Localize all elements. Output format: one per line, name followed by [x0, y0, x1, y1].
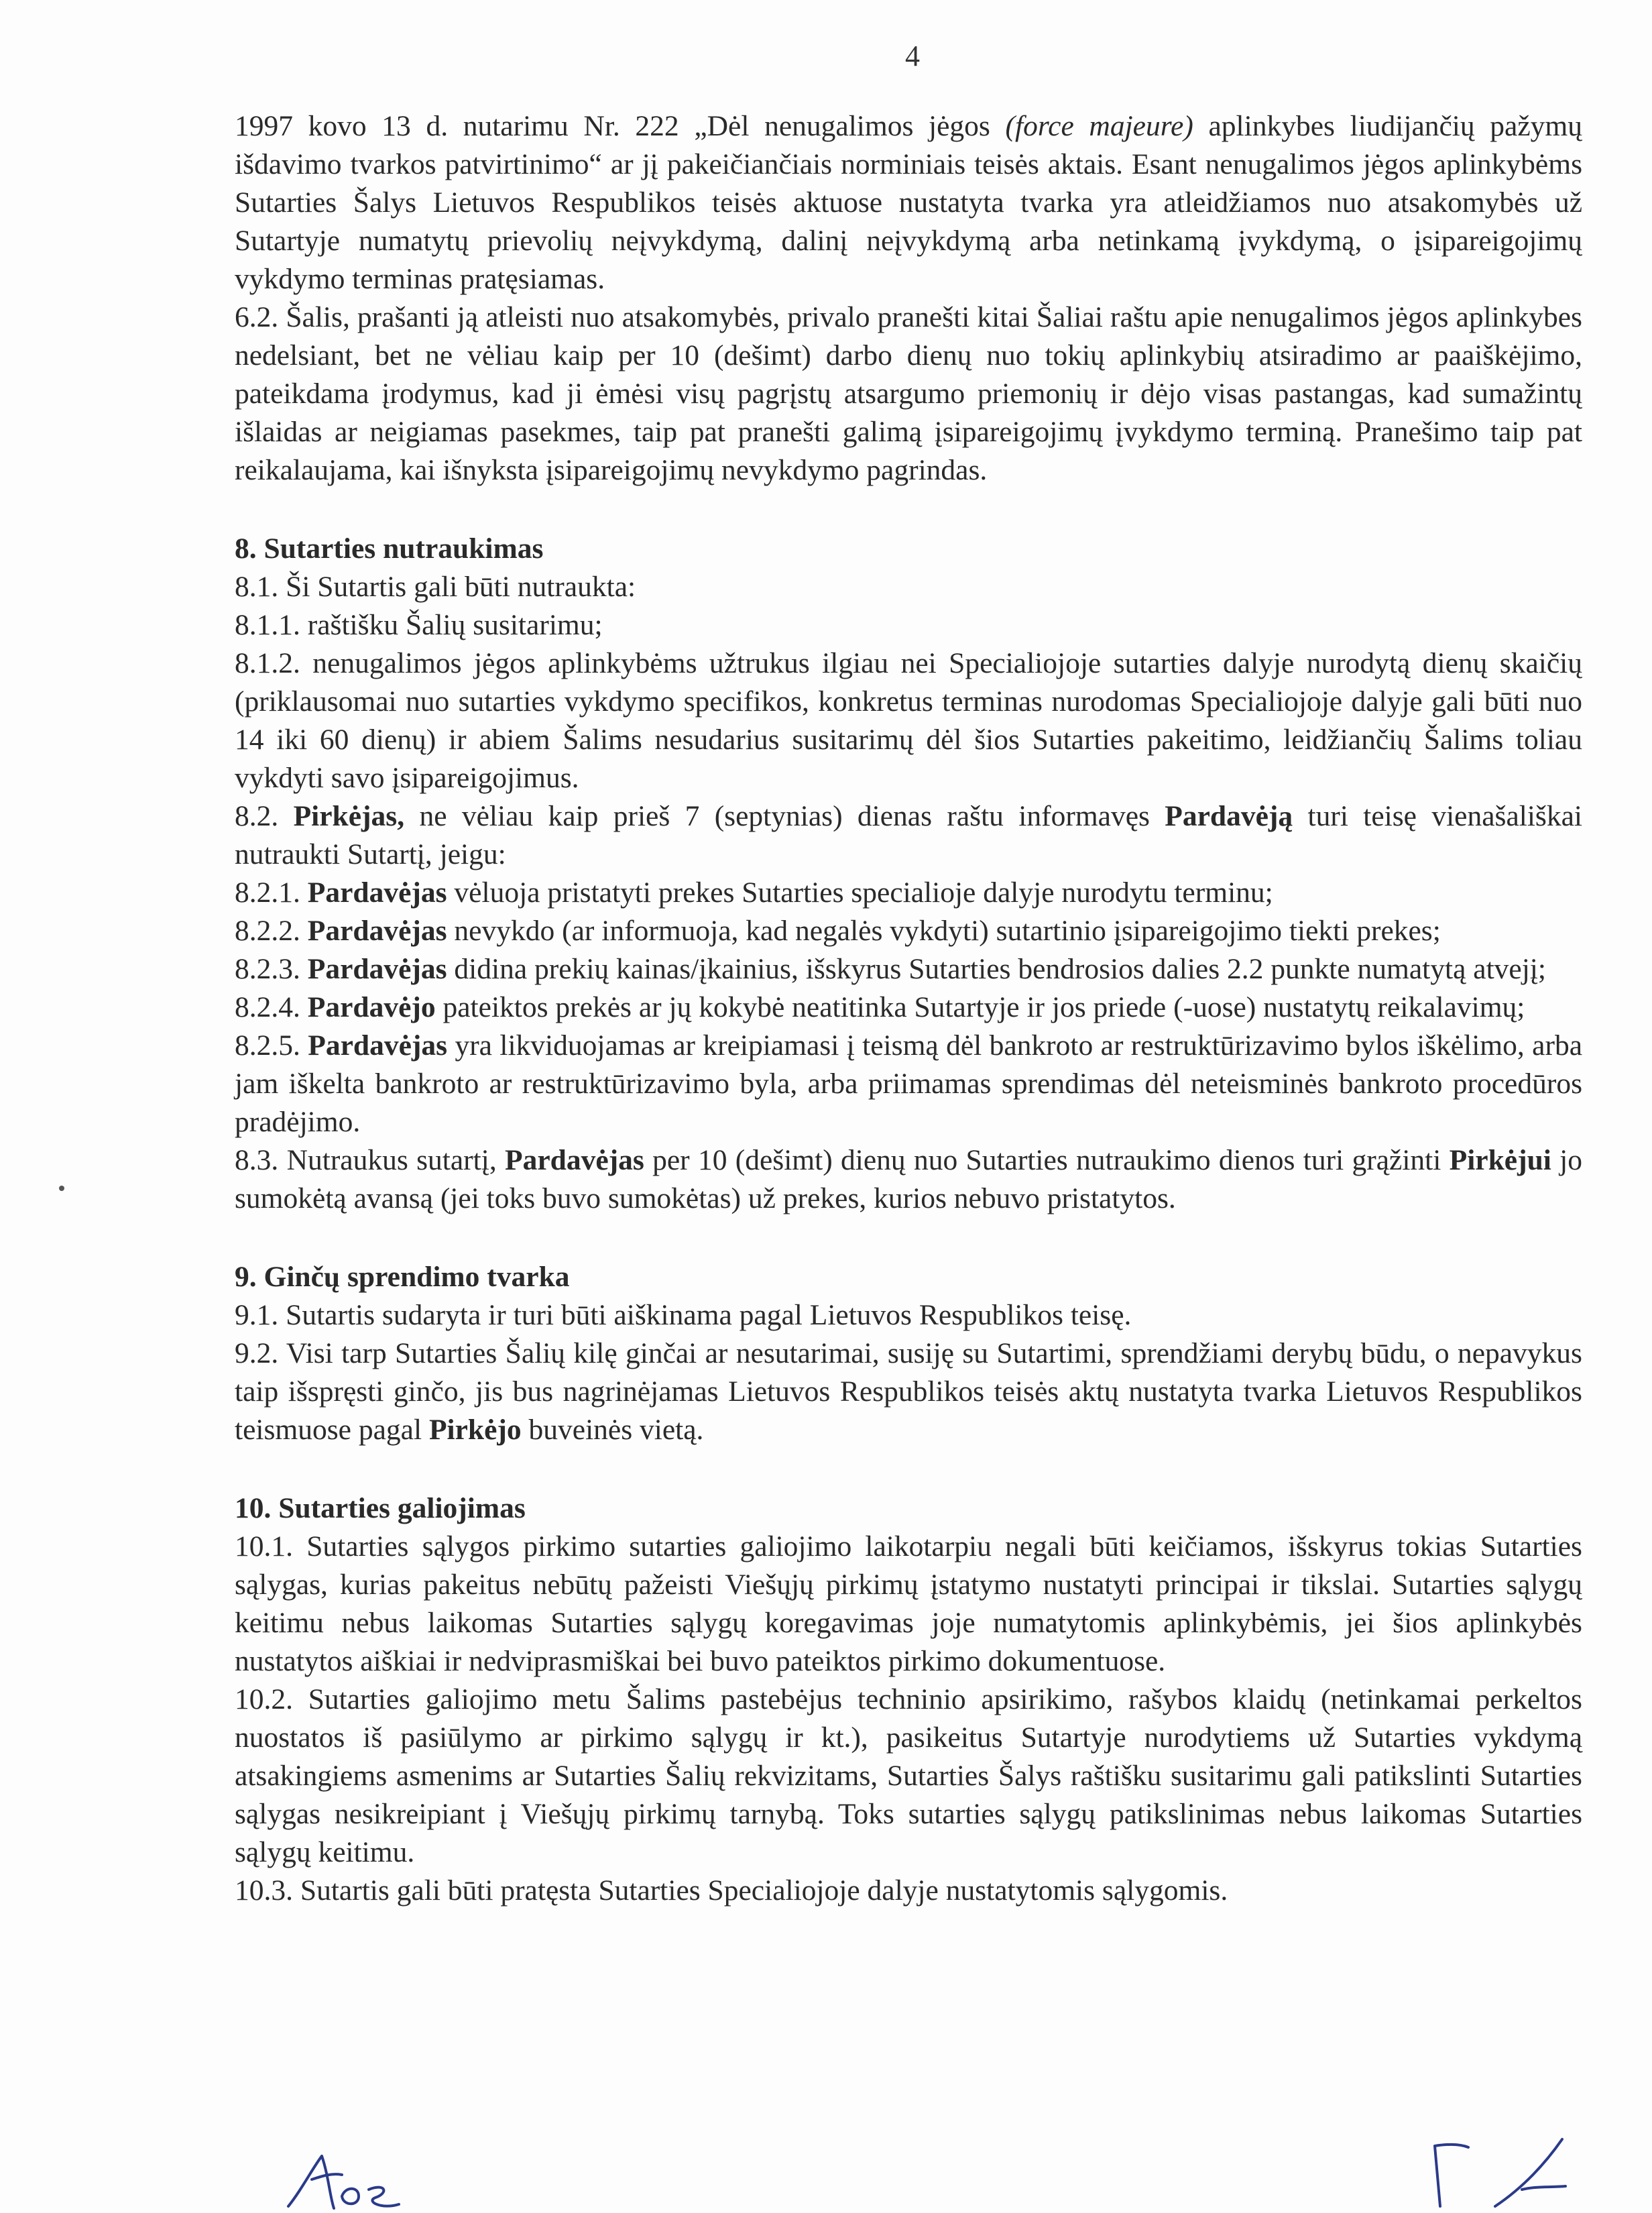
paragraph-8-2-2: 8.2.2. Pardavėjas nevykdo (ar informuoja, kad negalės vykdyti) sutartinio įsipareigojimo tiekti prekes; — [235, 915, 1441, 947]
paragraph-10-2: 10.2. Sutarties galiojimo metu Šalims pastebėjus techninio apsirikimo, rašybos klaidų (netinkamai perkeltos nuostatos iš pasiūlymo ar pirkimo sąlygų ir kt.), pasikeitus Sutartyje nurodytiems už Sutarties vykdymą atsakingiems asmenims ar Sutarties Šalių rekvizitams, Sutarties Šalys raštišku susitarimu gali patikslinti Sutarties sąlygas nesikreipiant į Viešųjų pirkimų tarnybą. Toks sutarties sąlygų patikslinimas nebus laikomas Sutarties sąlygų keitimu. — [235, 1683, 1582, 1868]
paragraph-9-2: 9.2. Visi tarp Sutarties Šalių kilę ginčai ar nesutarimai, susiję su Sutartimi, sprendžiami derybų būdu, o nepavykus taip išspręsti ginčo, jis bus nagrinėjamas Lietuvos Respublikos teisės aktų nustatyta tvarka Lietuvos Respublikos teismuose pagal Pirkėjo buveinės vietą. — [235, 1337, 1582, 1446]
section-10-heading: 10. Sutarties galiojimas — [235, 1492, 526, 1524]
paragraph-8-1-1: 8.1.1. raštišku Šalių susitarimu; — [235, 609, 603, 641]
paragraph-10-3: 10.3. Sutartis gali būti pratęsta Sutarties Specialiojoje dalyje nustatytomis sąlygomis. — [235, 1874, 1228, 1907]
scan-speck — [59, 1186, 64, 1191]
paragraph-6-2: 6.2. Šalis, prašanti ją atleisti nuo atsakomybės, privalo pranešti kitai Šaliai raštu apie nenugalimos jėgos aplinkybes nedelsiant, bet ne vėliau kaip per 10 (dešimt) darbo dienų nuo tokių aplinkybių atsiradimo ar paaiškėjimo, pateikdama įrodymus, kad ji ėmėsi visų pagrįstų atsargumo priemonių ir dėjo visas pastangas, kad sumažintų išlaidas ar neigiamas pasekmes, taip pat pranešti galimą įsipareigojimų įvykdymo terminą. Pranešimo taip pat reikalaujama, kai išnyksta įsipareigojimų nevykdymo pagrindas. — [235, 301, 1582, 486]
section-9-heading: 9. Ginčų sprendimo tvarka — [235, 1261, 570, 1293]
paragraph-8-2-4: 8.2.4. Pardavėjo pateiktos prekės ar jų kokybė neatitinka Sutartyje ir jos priede (-uose) nustatytų reikalavimų; — [235, 991, 1525, 1023]
paragraph-8-1-2: 8.1.2. nenugalimos jėgos aplinkybėms užtrukus ilgiau nei Specialiojoje sutarties dalyje nurodytą dienų skaičių (priklausomai nuo sutarties vykdymo specifikos, konkretus terminas nurodomas Specialiojoje dalyje gali būti nuo 14 iki 60 dienų) ir abiem Šalims nesudarius susitarimų dėl šios Sutarties pakeitimo, leidžiančių Šalims toliau vykdyti savo įsipareigojimus. — [235, 647, 1582, 794]
paragraph-8-2-3: 8.2.3. Pardavėjas didina prekių kainas/įkainius, išskyrus Sutarties bendrosios dalies 2.2 punkte numatytą atvejį; — [235, 953, 1546, 985]
paragraph-8-2-5: 8.2.5. Pardavėjas yra likviduojamas ar kreipiamasi į teismą dėl bankroto ar restruktūrizavimo bylos iškėlimo, arba jam iškelta bankroto ar restruktūrizavimo byla, arba priimamas sprendimas dėl neteisminės bankroto procedūros pradėjimo. — [235, 1029, 1583, 1138]
paragraph-8-2-1: 8.2.1. Pardavėjas vėluoja pristatyti prekes Sutarties specialioje dalyje nurodytu terminu; — [235, 876, 1273, 909]
force-majeure-term: (force majeure) — [1005, 110, 1193, 142]
handwritten-initials-signature — [282, 2149, 416, 2213]
paragraph-8-1: 8.1. Ši Sutartis gali būti nutraukta: — [235, 571, 636, 603]
page-number: 4 — [905, 40, 920, 72]
section-8-heading: 8. Sutarties nutraukimas — [235, 532, 544, 565]
document-body — [235, 107, 1582, 1910]
paragraph-8-2: 8.2. Pirkėjas, ne vėliau kaip prieš 7 (septynias) dienas raštu informavęs Pardavėją turi teisę vienašališkai nutraukti Sutartį, jeigu: — [235, 800, 1582, 870]
paragraph-10-1: 10.1. Sutarties sąlygos pirkimo sutarties galiojimo laikotarpiu negali būti keičiamos, išskyrus tokias Sutarties sąlygas, kurias pakeitus nebūtų pažeisti Viešųjų pirkimų įstatymo nustatyti principai ir tikslai. Sutarties sąlygų keitimu nebus laikomas Sutarties sąlygų koregavimas joje numatytomis aplinkybėmis, jei šios aplinkybės nustatytos aiškiai ir nedviprasmiškai bei buvo pateiktos pirkimo dokumentuose. — [235, 1530, 1582, 1677]
paragraph-9-1: 9.1. Sutartis sudaryta ir turi būti aiškinama pagal Lietuvos Respublikos teisę. — [235, 1299, 1132, 1331]
paragraph-6-1-continuation: 1997 kovo 13 d. nutarimu Nr. 222 „Dėl nenugalimos jėgos (force majeure) aplinkybes liudijančių pažymų išdavimo tvarkos patvirtinimo“ ar jį pakeičiančiais norminiais teisės aktais. Esant nenugalimos jėgos aplinkybėms Sutarties Šalys Lietuvos Respublikos teisės aktuose nustatyta tvarka yra atleidžiamos nuo atsakomybės už Sutartyje numatytų prievolių neįvykdymą, dalinį neįvykdymą arba netinkamą įvykdymą, o įsipareigojimų vykdymo terminas pratęsiamas. — [235, 110, 1582, 295]
paragraph-8-3: 8.3. Nutraukus sutartį, Pardavėjas per 10 (dešimt) dienų nuo Sutarties nutraukimo dienos turi grąžinti Pirkėjui jo sumokėtą avansą (jei toks buvo sumokėtas) už prekes, kurios nebuvo pristatytos. — [235, 1144, 1582, 1214]
handwritten-signature — [1421, 2133, 1582, 2213]
